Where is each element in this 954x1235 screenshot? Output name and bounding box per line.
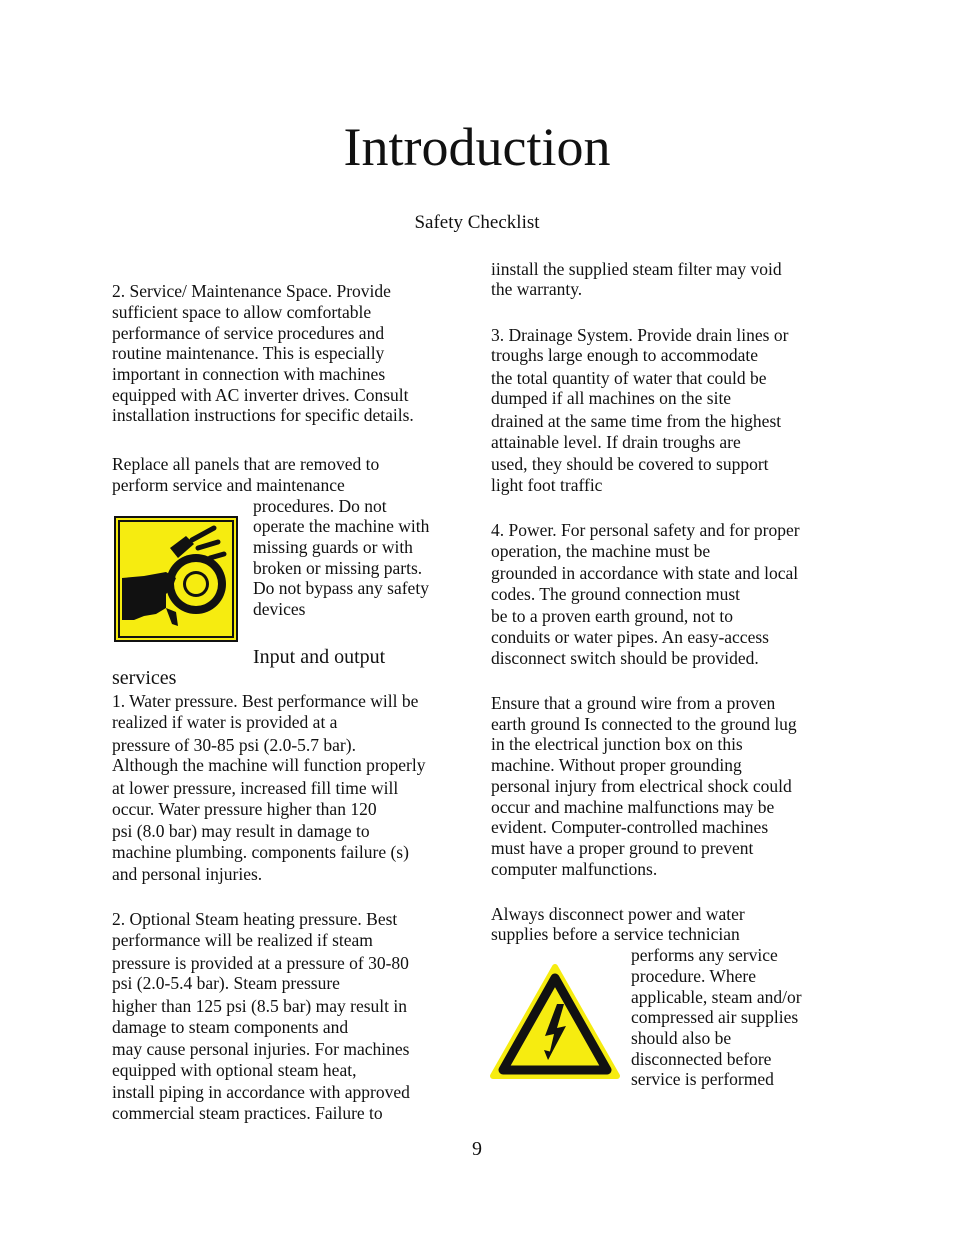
text-line: 3. Drainage System. Provide drain lines or — [491, 325, 789, 345]
section-heading: Input and output — [253, 646, 386, 668]
text-line: compressed air supplies — [631, 1007, 799, 1027]
text-line: procedure. Where — [631, 966, 757, 986]
text-line: should also be — [631, 1028, 732, 1048]
text-line: occur. Water pressure higher than 120 — [112, 799, 377, 819]
text-line: earth ground Is connected to the ground lug — [491, 714, 797, 734]
text-line: grounded in accordance with state and local — [491, 563, 799, 583]
text-line: iinstall the supplied steam filter may void — [491, 259, 782, 279]
text-line: and personal injuries. — [112, 864, 263, 884]
text-line: drained at the same time from the highest — [491, 411, 782, 431]
text-line: disconnected before — [631, 1049, 772, 1069]
text-line: machine. Without proper grounding — [491, 755, 742, 775]
text-line: supplies before a service technician — [491, 924, 740, 944]
text-line: the total quantity of water that could be — [491, 368, 767, 388]
text-line: may cause personal injuries. For machines — [112, 1039, 410, 1059]
page-number: 9 — [472, 1138, 482, 1160]
text-line: important in connection with machines — [112, 364, 386, 384]
text-line: realized if water is provided at a — [112, 712, 338, 732]
text-line: the warranty. — [491, 279, 583, 299]
text-line: Ensure that a ground wire from a proven — [491, 693, 776, 713]
text-line: 4. Power. For personal safety and for proper — [491, 520, 800, 540]
text-line: psi (2.0-5.4 bar). Steam pressure — [112, 973, 340, 993]
text-line: broken or missing parts. — [253, 558, 423, 578]
text-line: higher than 125 psi (8.5 bar) may result in — [112, 996, 408, 1016]
text-line: devices — [253, 599, 306, 619]
text-line: equipped with optional steam heat, — [112, 1060, 357, 1080]
text-line: in the electrical junction box on this — [491, 734, 743, 754]
text-line: perform service and maintenance — [112, 475, 345, 495]
text-line: evident. Computer-controlled machines — [491, 817, 769, 837]
text-line: 2. Optional Steam heating pressure. Best — [112, 909, 398, 929]
text-line: disconnect switch should be provided. — [491, 648, 759, 668]
text-line: installation instructions for specific details. — [112, 405, 414, 425]
text-line: machine plumbing. components failure (s) — [112, 842, 409, 862]
text-line: pressure is provided at a pressure of 30-80 — [112, 953, 409, 973]
text-line: operation, the machine must be — [491, 541, 711, 561]
high-voltage-warning-icon — [490, 964, 620, 1080]
text-line: sufficient space to allow comfortable — [112, 302, 372, 322]
text-line: codes. The ground connection must — [491, 584, 740, 604]
text-line: operate the machine with — [253, 516, 430, 536]
text-line: psi (8.0 bar) may result in damage to — [112, 821, 370, 841]
text-line: Replace all panels that are removed to — [112, 454, 380, 474]
text-line: performance of service procedures and — [112, 323, 385, 343]
text-line: computer malfunctions. — [491, 859, 658, 879]
text-line: Although the machine will function properly — [112, 755, 426, 775]
text-line: be to a proven earth ground, not to — [491, 606, 734, 626]
text-line: routine maintenance. This is especially — [112, 343, 385, 363]
text-line: dumped if all machines on the site — [491, 388, 732, 408]
text-line: equipped with AC inverter drives. Consult — [112, 385, 409, 405]
text-line: attainable level. If drain troughs are — [491, 432, 741, 452]
text-line: troughs large enough to accommodate — [491, 345, 758, 365]
section-heading: services — [112, 667, 177, 689]
text-line: performance will be realized if steam — [112, 930, 373, 950]
text-line: must have a proper ground to prevent — [491, 838, 754, 858]
page-title: Introduction — [343, 117, 611, 177]
text-line: commercial steam practices. Failure to — [112, 1103, 383, 1123]
text-line: pressure of 30-85 psi (2.0-5.7 bar). — [112, 735, 356, 755]
text-line: procedures. Do not — [253, 496, 387, 516]
text-line: 2. Service/ Maintenance Space. Provide — [112, 281, 391, 301]
text-line: damage to steam components and — [112, 1017, 349, 1037]
text-line: at lower pressure, increased fill time will — [112, 778, 399, 798]
text-line: service is performed — [631, 1069, 774, 1089]
text-line: occur and machine malfunctions may be — [491, 797, 775, 817]
text-line: conduits or water pipes. An easy-access — [491, 627, 769, 647]
text-line: light foot traffic — [491, 475, 603, 495]
text-line: used, they should be covered to support — [491, 454, 769, 474]
text-line: Always disconnect power and water — [491, 904, 745, 924]
text-line: Do not bypass any safety — [253, 578, 429, 598]
text-line: performs any service — [631, 945, 778, 965]
text-line: applicable, steam and/or — [631, 987, 802, 1007]
text-line: install piping in accordance with approved — [112, 1082, 410, 1102]
text-line: missing guards or with — [253, 537, 413, 557]
text-line: 1. Water pressure. Best performance will be — [112, 691, 419, 711]
section-subtitle: Safety Checklist — [414, 212, 540, 233]
hand-entanglement-warning-icon — [114, 516, 238, 642]
text-line: personal injury from electrical shock could — [491, 776, 792, 796]
